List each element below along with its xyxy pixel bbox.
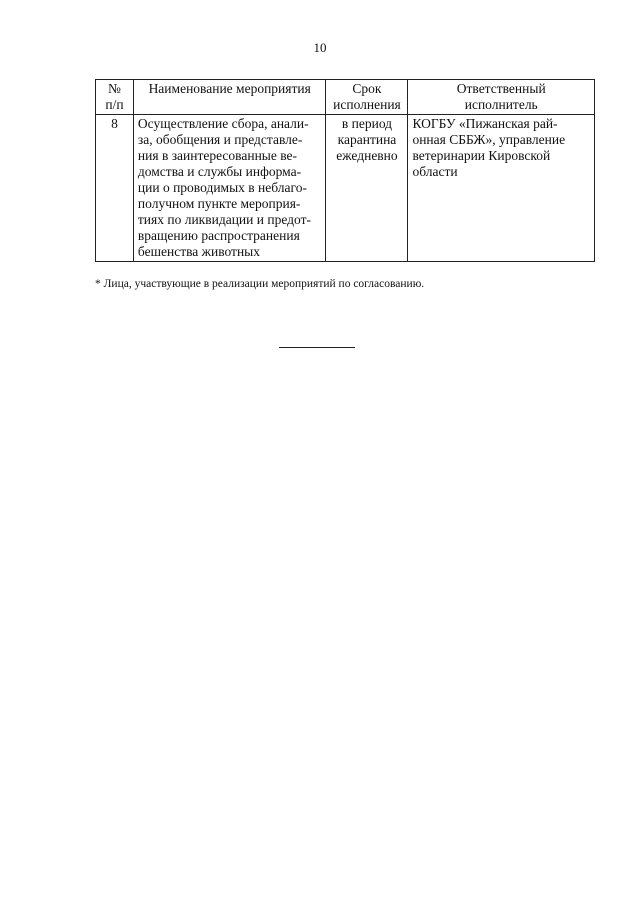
end-separator-line bbox=[279, 347, 355, 348]
footnote: * Лица, участвующие в реализации мероприятий по согласованию. bbox=[95, 278, 425, 290]
page-number: 10 bbox=[313, 40, 327, 55]
header-name-line: Наименование мероприятия bbox=[148, 81, 311, 96]
header-num bbox=[96, 80, 134, 115]
row-num: 8 bbox=[96, 115, 134, 262]
header-term-line: исполнения bbox=[333, 97, 401, 112]
header-term-line: Срок bbox=[352, 81, 382, 96]
table-header-row bbox=[96, 80, 595, 115]
header-num-line: № bbox=[108, 81, 121, 96]
header-num-line: п/п bbox=[105, 97, 124, 112]
header-term bbox=[326, 80, 408, 115]
row-responsible: КОГБУ «Пижанская рай- онная СББЖ», управление ветеринарии Кировской области bbox=[408, 115, 595, 262]
table-row bbox=[96, 115, 595, 262]
header-responsible bbox=[408, 80, 595, 115]
header-responsible-line: исполнитель bbox=[464, 97, 538, 112]
row-term: в период карантина ежедневно bbox=[326, 115, 408, 262]
row-measure-name: Осуществление сбора, анали- за, обобщения и представле- ния в заинтересованные ве- домства и службы информа- ции о проводимых в неблаго- получном пункте мероприя- тиях по ликвидации и предот- вращению распространения бешенства животных bbox=[133, 115, 326, 262]
header-name bbox=[133, 80, 326, 115]
header-responsible-line: Ответственный bbox=[456, 81, 546, 96]
measures-table bbox=[95, 79, 595, 262]
